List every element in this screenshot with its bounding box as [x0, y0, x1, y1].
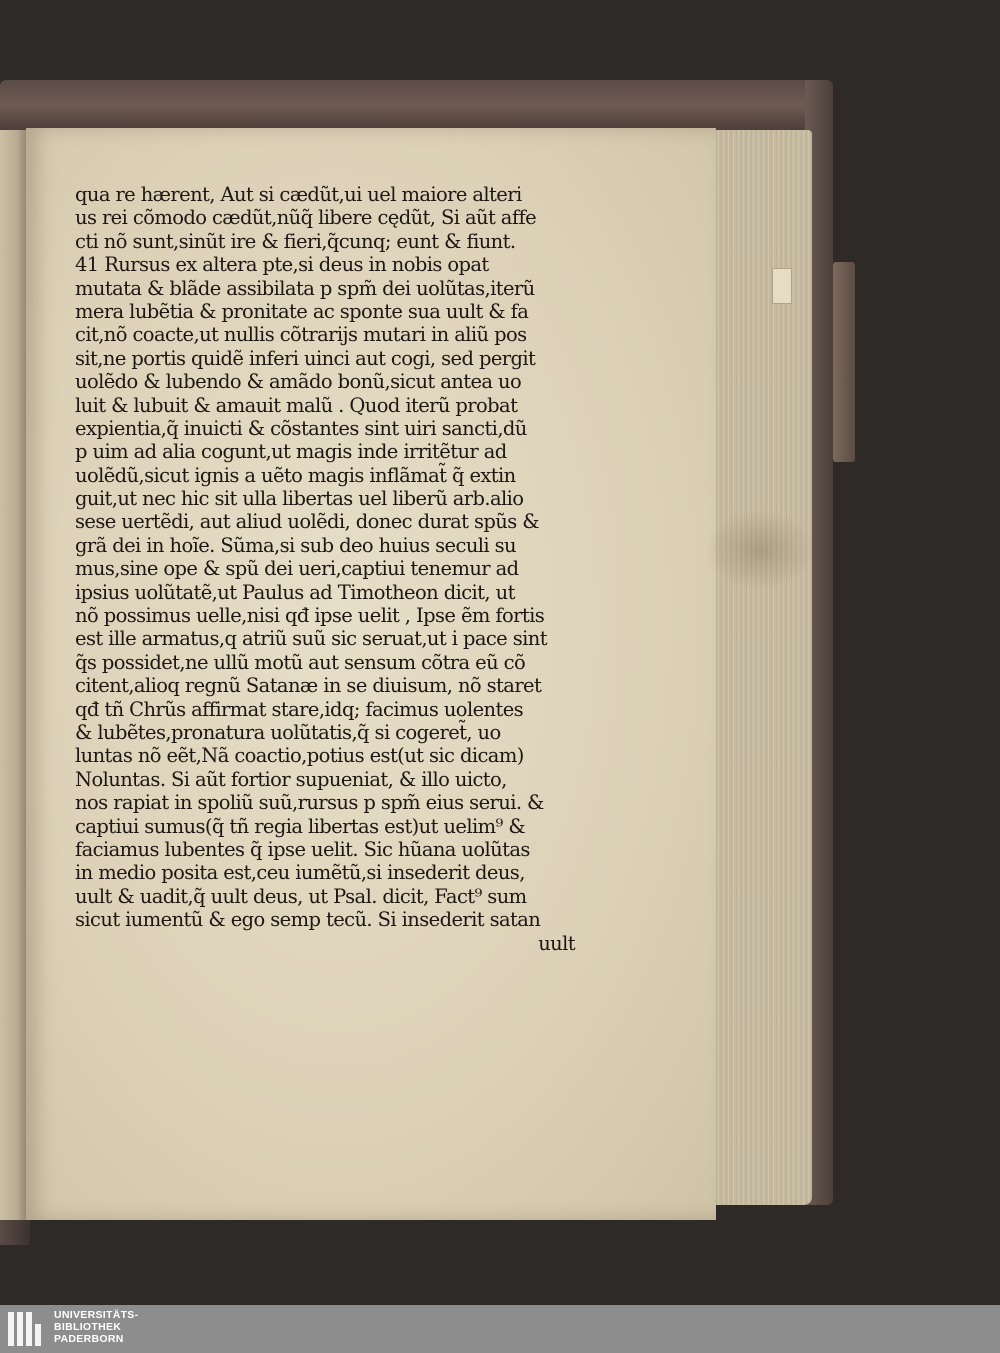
- text-line: us rei cõmodo cædũt,nũq̃ libere cędũt, Si aũt affe: [75, 206, 537, 230]
- text-line: p uim ad alia cogunt,ut magis inde irritẽtur ad: [75, 440, 507, 464]
- logo-line-2: BIBLIOTHEK: [54, 1321, 122, 1333]
- text-line: qđ tñ Chrũs affirmat stare,idq; facimus uolentes: [75, 697, 524, 721]
- text-line: captiui sumus(q̃ tñ regia libertas est)ut uelim⁹ &: [75, 814, 526, 838]
- catchword: uult: [538, 931, 575, 955]
- text-line: nõ possimus uelle,nisi qđ ipse uelit , Ipse ẽm fortis: [75, 604, 545, 628]
- text-line: sese uertẽdi, aut aliud uolẽdi, donec durat spũs &: [75, 510, 540, 534]
- page-stack-edge: [700, 130, 812, 1205]
- text-line: citent,alioq regnũ Satanæ in se diuisum, nõ staret: [75, 674, 542, 698]
- text-line: sit,ne portis quidẽ inferi uinci aut cogi, sed pergit: [75, 346, 536, 370]
- page-text-block: [75, 183, 575, 955]
- text-line: & lubẽtes,pronatura uolũtatis,q̃ si cogeret̃, uo: [75, 720, 501, 744]
- text-line: mutata & blãde assibilata p spm̃ dei uolũtas,iterũ: [75, 276, 535, 300]
- marginal-smudge: [705, 510, 815, 590]
- text-line: 41 Rursus ex altera pte,si deus in nobis opat: [75, 253, 489, 277]
- text-line: sicut iumentũ & ego semp tecũ. Si insederit satan: [75, 908, 541, 932]
- text-line: expientia,q̃ inuicti & cõstantes sint uiri sancti,dũ: [75, 416, 527, 440]
- paper-slip: [772, 268, 792, 304]
- text-line: grã dei in hoĩe. Sũma,si sub deo huius seculi su: [75, 533, 517, 557]
- library-logo-text: [54, 1309, 138, 1345]
- text-line: uolẽdo & lubendo & amãdo bonũ,sicut antea uo: [75, 370, 522, 394]
- text-line: cit,nõ coacte,ut nullis cõtrarijs mutari in aliũ pos: [75, 323, 527, 347]
- bookmark-tab: [833, 262, 855, 462]
- text-line: nos rapiat in spoliũ suũ,rursus p spm̃ eius serui. &: [75, 791, 544, 815]
- text-line: guit,ut nec hic sit ulla libertas uel liberũ arb.alio: [75, 487, 524, 511]
- text-line: uult & uadit,q̃ uult deus, ut Psal. dicit, Fact⁹ sum: [75, 884, 527, 908]
- text-line: qua re hærent, Aut si cædũt,ui uel maiore alteri: [75, 183, 522, 206]
- text-line: in medio posita est,ceu iumẽtũ,si insederit deus,: [75, 861, 525, 885]
- text-line: mus,sine ope & spũ dei ueri,captiui tenemur ad: [75, 557, 519, 581]
- text-line: cti nõ sunt,sinũt ire & fieri,q̃cunq; eunt & fiunt.: [75, 229, 516, 253]
- text-line: est ille armatus,q atriũ suũ sic seruat,ut i pace sint: [75, 627, 547, 651]
- logo-line-1: UNIVERSITÄTS-: [54, 1309, 139, 1321]
- text-line: luntas nõ eẽt,Nã coactio,potius est(ut sic dicam): [75, 744, 524, 768]
- logo-line-3: PADERBORN: [54, 1333, 124, 1345]
- text-line: ipsius uolũtatẽ,ut Paulus ad Timotheon dicit, ut: [75, 580, 515, 604]
- text-line: q̃s possidet,ne ullũ motũ aut sensum cõtra eũ cõ: [75, 650, 526, 674]
- library-logo-icon: [8, 1312, 48, 1346]
- text-line: Noluntas. Si aũt fortior supueniat, & illo uicto,: [75, 767, 507, 791]
- left-page-edge: [0, 130, 28, 1220]
- text-line: faciamus lubentes q̃ ipse uelit. Sic hũana uolũtas: [75, 837, 530, 861]
- text-line: mera lubẽtia & pronitate ac sponte sua uult & fa: [75, 299, 529, 323]
- text-line: uolẽdũ,sicut ignis a uẽto magis inflãmat̃ q̃ extin: [75, 463, 516, 487]
- footer-bar: [0, 1305, 1000, 1353]
- book-cover-top: [0, 80, 830, 130]
- text-line: luit & lubuit & amauit malũ . Quod iterũ probat: [75, 393, 518, 417]
